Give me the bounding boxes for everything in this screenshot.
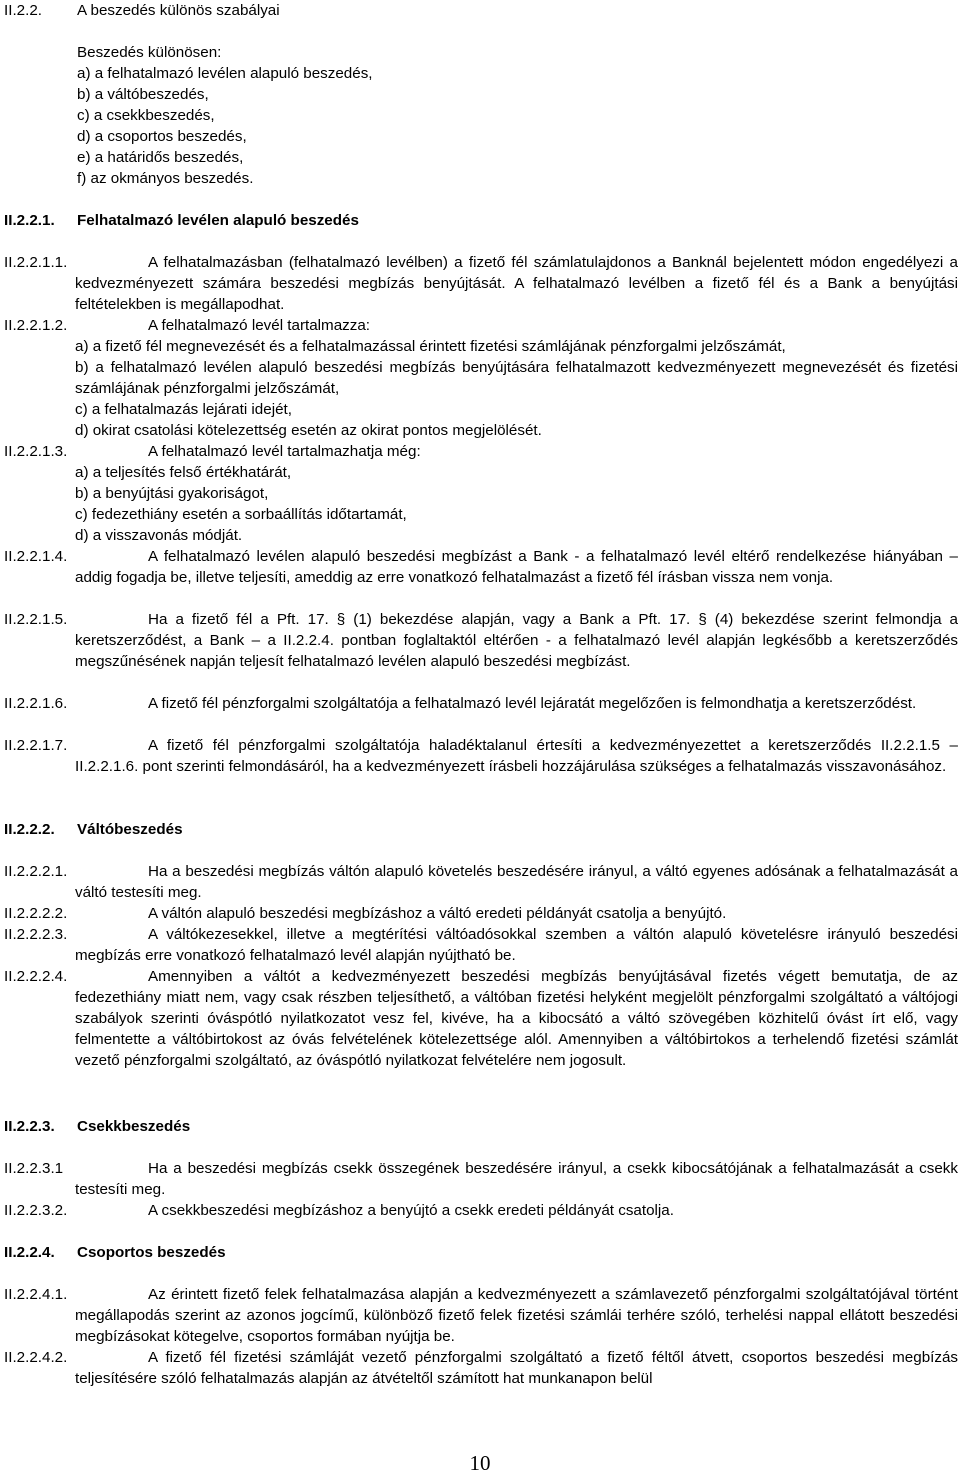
paragraph — [4, 1200, 958, 1221]
list-item: f) az okmányos beszedés. — [77, 170, 254, 187]
paragraph — [4, 1347, 958, 1389]
subsection-number: II.2.2.3. — [4, 1118, 55, 1135]
paragraph-number: II.2.2.1.5. — [4, 611, 68, 628]
list-item: c) a csekkbeszedés, — [77, 107, 215, 124]
paragraph-number: II.2.2.1.2. — [4, 317, 68, 334]
paragraph-number: II.2.2.1.7. — [4, 737, 68, 754]
paragraph — [4, 1158, 958, 1200]
paragraph-number: II.2.2.1.1. — [4, 254, 68, 271]
list-item: c) a felhatalmazás lejárati idejét, — [75, 401, 292, 418]
paragraph — [4, 315, 958, 441]
subsection-number: II.2.2.2. — [4, 821, 55, 838]
section-title: A beszedés különös szabályai — [77, 2, 280, 19]
subsection-heading — [4, 819, 958, 840]
list-item: a) a felhatalmazó levélen alapuló beszedés, — [77, 65, 373, 82]
paragraph-text: Ha a fizető fél a Pft. 17. § (1) bekezdése alapján, vagy a Bank a Pft. 17. § (4) bekezdése szerint felmondja a keretszerződést, a Bank – a II.2.2.4. pontban foglaltaktól eltérően - a felhatalmazó levél alapján legkésőbb a keretszerződés megszűnésének napján teljesít felhatalmazó levélen alapuló beszedési megbízást. — [75, 611, 958, 670]
paragraph-number: II.2.2.2.3. — [4, 926, 68, 943]
subsection-title: Váltóbeszedés — [77, 821, 183, 838]
paragraph-lead: A felhatalmazó levél tartalmazhatja még: — [148, 443, 421, 460]
subsection-title: Csekkbeszedés — [77, 1118, 191, 1135]
section-number: II.2.2. — [4, 2, 42, 19]
paragraph-text: Ha a beszedési megbízás csekk összegének beszedésére irányul, a csekk kibocsátójának a felhatalmazását a csekk testesíti meg. — [75, 1160, 958, 1198]
paragraph — [4, 903, 958, 924]
paragraph-number: II.2.2.3.2. — [4, 1202, 68, 1219]
paragraph-number: II.2.2.4.2. — [4, 1349, 68, 1366]
paragraph-number: II.2.2.2.1. — [4, 863, 68, 880]
subsection-heading — [4, 1242, 958, 1263]
paragraph — [4, 735, 958, 777]
subsection-title: Csoportos beszedés — [77, 1244, 226, 1261]
paragraph-text: A váltón alapuló beszedési megbízáshoz a váltó eredeti példányát csatolja a benyújtó. — [148, 905, 727, 922]
paragraph — [4, 546, 958, 588]
list-item: d) a visszavonás módját. — [75, 527, 243, 544]
intro-list — [4, 42, 960, 189]
list-item: c) fedezethiány esetén a sorbaállítás időtartamát, — [75, 506, 407, 523]
list-item: b) a váltóbeszedés, — [77, 86, 209, 103]
paragraph — [4, 861, 958, 903]
intro-lead: Beszedés különösen: — [77, 44, 222, 61]
paragraph — [4, 693, 958, 714]
subsection-title: Felhatalmazó levélen alapuló beszedés — [77, 212, 359, 229]
paragraph — [4, 1284, 958, 1347]
paragraph-number: II.2.2.2.4. — [4, 968, 68, 985]
paragraph-text: Amennyiben a váltót a kedvezményezett beszedési megbízás benyújtásával fizetés végett bemutatja, de az fedezethiány miatt nem, vagy csak részben teljesíthető, a váltóban fizetési helyként megjelölt pénzforgalmi szolgáltató a váltójogi szabályok szerinti óváspótló nyilatkozatot vesz fel, kivéve, ha a kibocsátó a váltó szövegében közhitelű óvást írt elő, vagy felmentette a váltóbirtokost az óvás felvételének kötelezettsége alól. Amennyiben a váltóbirtokos a terhelendő fizetési számlát vezető pénzforgalmi szolgáltató, az óváspótló nyilatkozat felvételére nem jogosult. — [75, 968, 958, 1069]
list-item: e) a határidős beszedés, — [77, 149, 244, 166]
list-item: a) a teljesítés felső értékhatárát, — [75, 464, 292, 481]
page-number: 10 — [469, 1451, 491, 1475]
subsection-number: II.2.2.4. — [4, 1244, 55, 1261]
paragraph-number: II.2.2.2.2. — [4, 905, 68, 922]
paragraph-lead: A felhatalmazó levél tartalmazza: — [148, 317, 371, 334]
list-item: b) a felhatalmazó levélen alapuló beszedési megbízás benyújtására felhatalmazott kedvezményezett megnevezését és fizetési számlájának pénzforgalmi jelzőszámát, — [75, 359, 958, 397]
subsection-heading — [4, 1116, 958, 1137]
paragraph-number: II.2.2.4.1. — [4, 1286, 68, 1303]
paragraph-number: II.2.2.1.4. — [4, 548, 68, 565]
paragraph-text: Ha a beszedési megbízás váltón alapuló követelés beszedésére irányul, a váltó egyenes adósának a felhatalmazását a váltó testesíti meg. — [75, 863, 958, 901]
paragraph-text: A fizető fél pénzforgalmi szolgáltatója haladéktalanul értesíti a kedvezményezettet a keretszerződés II.2.2.1.5 – II.2.2.1.6. pont szerinti felmondásáról, ha a kedvezményezett írásbeli hozzájárulása szükséges a felhatalmazás visszavonásához. — [75, 737, 958, 775]
paragraph-number: II.2.2.3.1 — [4, 1160, 64, 1177]
list-item: d) okirat csatolási kötelezettség esetén az okirat pontos megjelölését. — [75, 422, 542, 439]
paragraph-number: II.2.2.1.6. — [4, 695, 68, 712]
list-item: d) a csoportos beszedés, — [77, 128, 247, 145]
subsection-number: II.2.2.1. — [4, 212, 55, 229]
paragraph — [4, 609, 958, 672]
section-heading — [4, 0, 958, 21]
paragraph-text: A váltókezesekkel, illetve a megtérítési váltóadósokkal szemben a váltón alapuló követelésre irányuló beszedési megbízás erre vonatkozó felhatalmazó levél alapján nyújtható be. — [75, 926, 958, 964]
paragraph — [4, 441, 958, 546]
paragraph-text: A felhatalmazásban (felhatalmazó levélben) a fizető fél számlatulajdonos a Banknál bejelentett módon engedélyezi a kedvezményezett számára beszedési megbízás benyújtását. A felhatalmazó levélben a fizető fél és a Bank a benyújtási feltételekben is megállapodhat. — [75, 254, 958, 313]
list-item: b) a benyújtási gyakoriságot, — [75, 485, 269, 502]
paragraph-text: A csekkbeszedési megbízáshoz a benyújtó a csekk eredeti példányát csatolja. — [148, 1202, 674, 1219]
paragraph-text: A fizető fél fizetési számláját vezető pénzforgalmi szolgáltató a fizető féltől átvett, csoportos beszedési megbízás teljesítésére szóló felhatalmazás alapján az átvételtől számított hat munkanapon belül — [75, 1349, 958, 1387]
paragraph-text: Az érintett fizető felek felhatalmazása alapján a kedvezményezett a számlavezető pénzforgalmi szolgáltatójával történt megállapodás szerint az azonos jogcímű, különböző fizető felek fizetési számlái terhére szóló, terhelési nappal ellátott beszedési megbízásokat kötegelve, csoportos formában nyújtja be. — [75, 1286, 958, 1345]
paragraph — [4, 924, 958, 966]
list-item: a) a fizető fél megnevezését és a felhatalmazással érintett fizetési számlájának pénzforgalmi jelzőszámát, — [75, 338, 786, 355]
subsection-heading — [4, 210, 958, 231]
paragraph — [4, 252, 958, 315]
paragraph-text: A fizető fél pénzforgalmi szolgáltatója a felhatalmazó levél lejáratát megelőzően is felmondhatja a keretszerződést. — [148, 695, 917, 712]
paragraph-number: II.2.2.1.3. — [4, 443, 68, 460]
paragraph-text: A felhatalmazó levélen alapuló beszedési megbízást a Bank - a felhatalmazó levél eltérő rendelkezése hiányában – addig fogadja be, illetve teljesíti, ameddig az erre vonatkozó felhatalmazást a fizető fél írásban vissza nem vonja. — [75, 548, 958, 586]
paragraph — [4, 966, 958, 1071]
